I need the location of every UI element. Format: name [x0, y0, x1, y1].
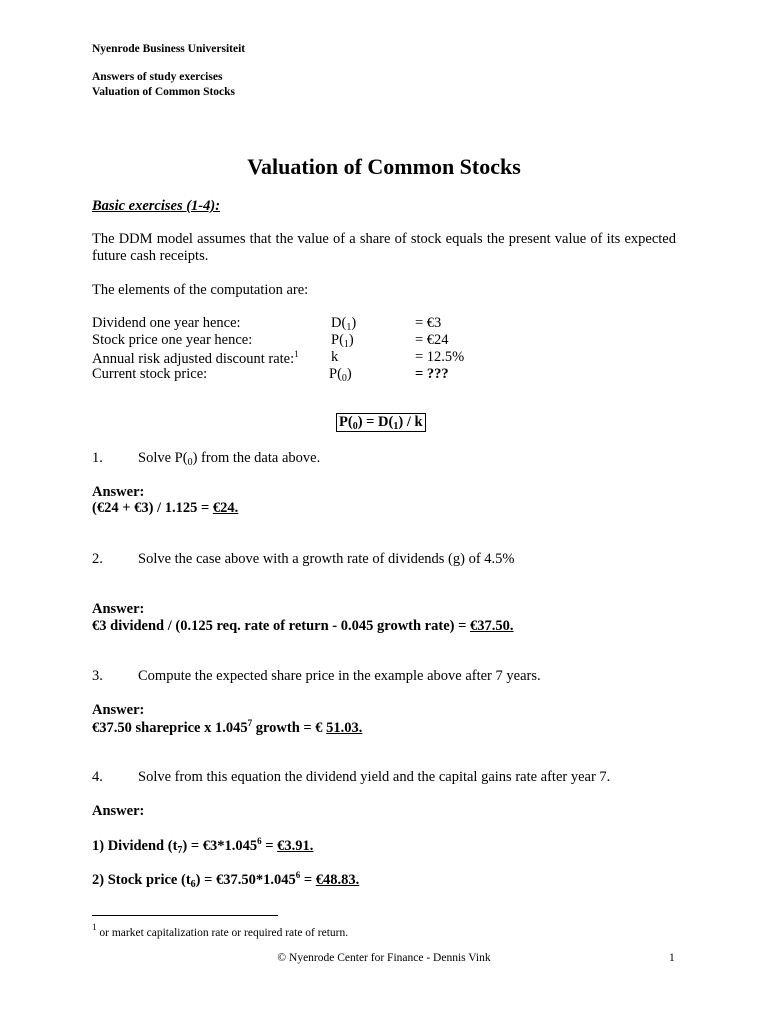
answer-result: 51.03.	[326, 720, 363, 736]
elements-intro: The elements of the computation are:	[92, 282, 309, 298]
page-number: 1	[669, 952, 675, 964]
answer-result: €24.	[212, 500, 239, 516]
exercise-1-answer-label: Answer:	[92, 484, 145, 500]
exercise-3-number: 3.	[92, 668, 103, 684]
footer-copyright: © Nyenrode Center for Finance - Dennis Vink	[277, 952, 491, 964]
header-line-1: Answers of study exercises	[92, 71, 223, 83]
footnote-ref: 1	[294, 349, 299, 359]
answer-result: €3.91.	[277, 838, 314, 854]
element-symbol: $P(_1)$	[331, 332, 354, 350]
element-value: = ???	[415, 366, 449, 382]
institution-name: Nyenrode Business Universiteit	[92, 43, 246, 55]
element-symbol: k	[331, 349, 339, 365]
exercise-3-answer: €37.50 shareprice x 1.045$^7$ growth = € 51.03.	[92, 718, 363, 736]
exercise-2-number: 2.	[92, 551, 103, 567]
exercise-1-number: 1.	[92, 450, 103, 466]
exercise-2-answer-label: Answer:	[92, 601, 145, 617]
exercise-4-answer-label: Answer:	[92, 803, 145, 819]
element-symbol: $D(_1)$	[331, 315, 357, 333]
element-value: = €24	[415, 332, 449, 348]
header-line-2: Valuation of Common Stocks	[92, 86, 236, 98]
answer-result: €37.50.	[469, 618, 514, 634]
footnote-divider	[92, 915, 278, 916]
exercise-4-number: 4.	[92, 769, 103, 785]
intro-paragraph: The DDM model assumes that the value of a share of stock equals the present value of its expected future cash receipts.	[92, 231, 676, 264]
element-label: Annual risk adjusted discount rate:$^1$	[92, 349, 299, 367]
exercise-2-answer: €3 dividend / (0.125 req. rate of return - 0.045 growth rate) = €37.50.	[92, 618, 514, 634]
page-title: Valuation of Common Stocks	[247, 154, 521, 179]
exercise-3-question: Compute the expected share price in the example above after 7 years.	[138, 668, 541, 684]
element-symbol: $P(_0)$	[329, 366, 352, 384]
exercise-4-answer-line-1: 1) Dividend $(t_7)$ = $€3*1.045^6$ = €3.91.	[92, 836, 314, 856]
exercise-2-question: Solve the case above with a growth rate of dividends (g) of 4.5%	[138, 551, 515, 567]
element-label: Current stock price:	[92, 366, 208, 382]
exercise-4-answer-line-2: 2) Stock price $(t_6)$ = $€37.50*1.045^6$ = €48.83.	[92, 870, 360, 890]
element-value: = 12.5%	[415, 349, 465, 365]
section-heading: Basic exercises (1-4):	[92, 198, 221, 214]
exercise-3-answer-label: Answer:	[92, 702, 145, 718]
exercise-1-question: Solve $P(_0)$ from the data above.	[138, 450, 321, 468]
element-label: Dividend one year hence:	[92, 315, 241, 331]
exercise-4-question: Solve from this equation the dividend yield and the capital gains rate after year 7.	[138, 769, 611, 785]
answer-result: €48.83.	[315, 872, 360, 888]
element-value: = €3	[415, 315, 442, 331]
element-label: Stock price one year hence:	[92, 332, 253, 348]
footnote: $^1$ or market capitalization rate or required rate of return.	[92, 922, 349, 939]
ddm-formula: $P(_0) = D(_1) / k$	[336, 414, 426, 432]
exercise-1-answer: (€24 + €3) / 1.125 = €24.	[92, 500, 239, 516]
